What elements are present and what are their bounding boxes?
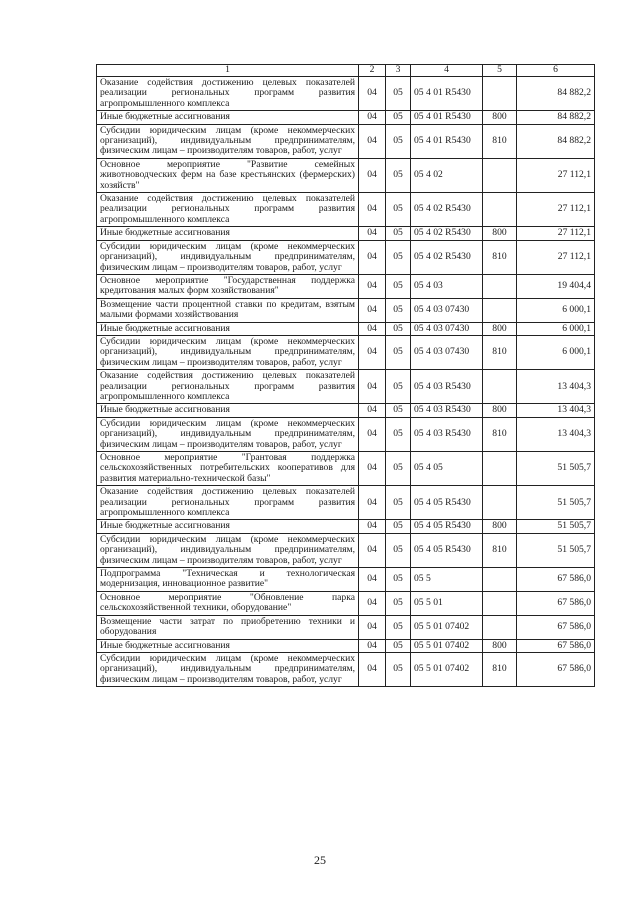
table-row	[97, 652, 595, 686]
row-section-cell: 04	[359, 404, 386, 417]
row-target-article-cell: 05 5 01 07402	[411, 652, 483, 686]
row-name-cell: Иные бюджетные ассигнования	[97, 639, 359, 652]
table-header-row	[97, 65, 595, 77]
column-header-6: 6	[517, 65, 595, 77]
row-expense-type-cell: 810	[483, 417, 517, 451]
table-row	[97, 452, 595, 486]
row-target-article-cell: 05 5	[411, 568, 483, 592]
row-amount-cell: 51 505,7	[517, 520, 595, 533]
table-row	[97, 227, 595, 240]
budget-table-container	[96, 64, 594, 687]
row-target-article-cell: 05 4 03 R5430	[411, 417, 483, 451]
row-subsection-cell: 05	[386, 274, 411, 298]
row-expense-type-cell: 810	[483, 335, 517, 369]
row-amount-cell: 67 586,0	[517, 591, 595, 615]
row-name-cell: Иные бюджетные ассигнования	[97, 322, 359, 335]
table-row	[97, 370, 595, 404]
table-row	[97, 240, 595, 274]
row-section-cell: 04	[359, 533, 386, 567]
row-target-article-cell: 05 4 01 R5430	[411, 77, 483, 111]
table-row	[97, 124, 595, 158]
row-target-article-cell: 05 4 03 07430	[411, 335, 483, 369]
table-row	[97, 520, 595, 533]
row-expense-type-cell	[483, 274, 517, 298]
row-amount-cell: 6 000,1	[517, 335, 595, 369]
row-name-cell: Иные бюджетные ассигнования	[97, 520, 359, 533]
row-amount-cell: 51 505,7	[517, 486, 595, 520]
row-expense-type-cell	[483, 298, 517, 322]
row-name-cell: Основное мероприятие "Обновление парка сельскохозяйственной техники, оборудование"	[97, 591, 359, 615]
row-amount-cell: 13 404,3	[517, 404, 595, 417]
table-body	[97, 77, 595, 687]
row-amount-cell: 67 586,0	[517, 639, 595, 652]
row-target-article-cell: 05 4 02 R5430	[411, 240, 483, 274]
row-expense-type-cell	[483, 158, 517, 192]
row-amount-cell: 67 586,0	[517, 652, 595, 686]
row-subsection-cell: 05	[386, 298, 411, 322]
row-section-cell: 04	[359, 591, 386, 615]
row-name-cell: Оказание содействия достижению целевых показателей реализации региональных программ развития агропромышленного комплекса	[97, 77, 359, 111]
row-section-cell: 04	[359, 111, 386, 124]
table-row	[97, 533, 595, 567]
row-name-cell: Оказание содействия достижению целевых показателей реализации региональных программ развития агропромышленного комплекса	[97, 193, 359, 227]
row-target-article-cell: 05 5 01	[411, 591, 483, 615]
row-amount-cell: 13 404,3	[517, 417, 595, 451]
row-expense-type-cell: 800	[483, 639, 517, 652]
row-name-cell: Оказание содействия достижению целевых показателей реализации региональных программ развития агропромышленного комплекса	[97, 370, 359, 404]
row-amount-cell: 84 882,2	[517, 111, 595, 124]
row-expense-type-cell: 810	[483, 533, 517, 567]
row-subsection-cell: 05	[386, 111, 411, 124]
row-expense-type-cell: 800	[483, 322, 517, 335]
row-amount-cell: 27 112,1	[517, 193, 595, 227]
row-name-cell: Субсидии юридическим лицам (кроме некоммерческих организаций), индивидуальным предпринимателям, физическим лицам – производителям товаров, работ, услуг	[97, 417, 359, 451]
row-target-article-cell: 05 4 05 R5430	[411, 533, 483, 567]
row-name-cell: Возмещение части затрат по приобретению техники и оборудования	[97, 615, 359, 639]
row-name-cell: Возмещение части процентной ставки по кредитам, взятым малыми формами хозяйствования	[97, 298, 359, 322]
row-target-article-cell: 05 4 05 R5430	[411, 520, 483, 533]
table-row	[97, 404, 595, 417]
row-name-cell: Субсидии юридическим лицам (кроме некоммерческих организаций), индивидуальным предпринимателям, физическим лицам – производителям товаров, работ, услуг	[97, 335, 359, 369]
row-section-cell: 04	[359, 486, 386, 520]
row-name-cell: Субсидии юридическим лицам (кроме некоммерческих организаций), индивидуальным предпринимателям, физическим лицам – производителям товаров, работ, услуг	[97, 533, 359, 567]
table-row	[97, 77, 595, 111]
row-amount-cell: 6 000,1	[517, 322, 595, 335]
row-section-cell: 04	[359, 322, 386, 335]
row-name-cell: Иные бюджетные ассигнования	[97, 111, 359, 124]
table-row	[97, 591, 595, 615]
table-row	[97, 417, 595, 451]
row-amount-cell: 19 404,4	[517, 274, 595, 298]
row-target-article-cell: 05 4 03 07430	[411, 322, 483, 335]
row-amount-cell: 27 112,1	[517, 240, 595, 274]
row-name-cell: Основное мероприятие "Грантовая поддержка сельскохозяйственных потребительских кооперативов для развития материально-технической базы"	[97, 452, 359, 486]
row-section-cell: 04	[359, 652, 386, 686]
table-row	[97, 335, 595, 369]
row-section-cell: 04	[359, 417, 386, 451]
row-target-article-cell: 05 5 01 07402	[411, 639, 483, 652]
row-name-cell: Субсидии юридическим лицам (кроме некоммерческих организаций), индивидуальным предпринимателям, физическим лицам – производителям товаров, работ, услуг	[97, 240, 359, 274]
table-row	[97, 158, 595, 192]
row-subsection-cell: 05	[386, 404, 411, 417]
row-amount-cell: 84 882,2	[517, 77, 595, 111]
row-expense-type-cell: 800	[483, 520, 517, 533]
row-expense-type-cell: 810	[483, 652, 517, 686]
row-section-cell: 04	[359, 335, 386, 369]
row-subsection-cell: 05	[386, 158, 411, 192]
row-subsection-cell: 05	[386, 240, 411, 274]
table-row	[97, 322, 595, 335]
table-row	[97, 486, 595, 520]
row-subsection-cell: 05	[386, 370, 411, 404]
row-expense-type-cell	[483, 591, 517, 615]
row-subsection-cell: 05	[386, 639, 411, 652]
column-header-3: 3	[386, 65, 411, 77]
row-subsection-cell: 05	[386, 227, 411, 240]
row-amount-cell: 67 586,0	[517, 568, 595, 592]
row-section-cell: 04	[359, 639, 386, 652]
row-name-cell: Иные бюджетные ассигнования	[97, 227, 359, 240]
row-expense-type-cell: 800	[483, 404, 517, 417]
row-amount-cell: 27 112,1	[517, 158, 595, 192]
row-expense-type-cell: 810	[483, 240, 517, 274]
row-target-article-cell: 05 4 01 R5430	[411, 111, 483, 124]
row-name-cell: Субсидии юридическим лицам (кроме некоммерческих организаций), индивидуальным предпринимателям, физическим лицам – производителям товаров, работ, услуг	[97, 652, 359, 686]
row-expense-type-cell	[483, 370, 517, 404]
column-header-4: 4	[411, 65, 483, 77]
row-target-article-cell: 05 5 01 07402	[411, 615, 483, 639]
row-expense-type-cell	[483, 77, 517, 111]
table-row	[97, 193, 595, 227]
row-name-cell: Субсидии юридическим лицам (кроме некоммерческих организаций), индивидуальным предпринимателям, физическим лицам – производителям товаров, работ, услуг	[97, 124, 359, 158]
row-target-article-cell: 05 4 05	[411, 452, 483, 486]
row-subsection-cell: 05	[386, 417, 411, 451]
row-section-cell: 04	[359, 240, 386, 274]
row-name-cell: Оказание содействия достижению целевых показателей реализации региональных программ развития агропромышленного комплекса	[97, 486, 359, 520]
row-amount-cell: 84 882,2	[517, 124, 595, 158]
row-expense-type-cell: 800	[483, 227, 517, 240]
row-amount-cell: 27 112,1	[517, 227, 595, 240]
row-subsection-cell: 05	[386, 335, 411, 369]
row-name-cell: Подпрограмма "Техническая и технологическая модернизация, инновационное развитие"	[97, 568, 359, 592]
row-name-cell: Иные бюджетные ассигнования	[97, 404, 359, 417]
row-name-cell: Основное мероприятие "Развитие семейных животноводческих ферм на базе крестьянских (фермерских) хозяйств"	[97, 158, 359, 192]
row-subsection-cell: 05	[386, 452, 411, 486]
table-row	[97, 111, 595, 124]
row-subsection-cell: 05	[386, 193, 411, 227]
row-section-cell: 04	[359, 193, 386, 227]
row-subsection-cell: 05	[386, 486, 411, 520]
table-row	[97, 274, 595, 298]
row-amount-cell: 67 586,0	[517, 615, 595, 639]
row-subsection-cell: 05	[386, 520, 411, 533]
row-target-article-cell: 05 4 01 R5430	[411, 124, 483, 158]
row-expense-type-cell	[483, 452, 517, 486]
row-section-cell: 04	[359, 615, 386, 639]
row-expense-type-cell	[483, 568, 517, 592]
table-row	[97, 568, 595, 592]
row-amount-cell: 51 505,7	[517, 533, 595, 567]
row-section-cell: 04	[359, 124, 386, 158]
row-amount-cell: 6 000,1	[517, 298, 595, 322]
row-subsection-cell: 05	[386, 568, 411, 592]
column-header-5: 5	[483, 65, 517, 77]
column-header-2: 2	[359, 65, 386, 77]
row-section-cell: 04	[359, 298, 386, 322]
column-header-1: 1	[97, 65, 359, 77]
row-section-cell: 04	[359, 452, 386, 486]
row-section-cell: 04	[359, 227, 386, 240]
row-subsection-cell: 05	[386, 322, 411, 335]
row-section-cell: 04	[359, 158, 386, 192]
row-section-cell: 04	[359, 77, 386, 111]
row-subsection-cell: 05	[386, 77, 411, 111]
row-target-article-cell: 05 4 05 R5430	[411, 486, 483, 520]
row-subsection-cell: 05	[386, 533, 411, 567]
row-name-cell: Основное мероприятие "Государственная поддержка кредитования малых форм хозяйствования"	[97, 274, 359, 298]
page-number: 25	[314, 853, 326, 867]
row-target-article-cell: 05 4 03 R5430	[411, 370, 483, 404]
table-row	[97, 639, 595, 652]
row-target-article-cell: 05 4 03 R5430	[411, 404, 483, 417]
row-subsection-cell: 05	[386, 615, 411, 639]
row-target-article-cell: 05 4 03 07430	[411, 298, 483, 322]
row-expense-type-cell	[483, 486, 517, 520]
row-subsection-cell: 05	[386, 652, 411, 686]
row-expense-type-cell	[483, 615, 517, 639]
row-subsection-cell: 05	[386, 591, 411, 615]
row-expense-type-cell: 800	[483, 111, 517, 124]
table-row	[97, 615, 595, 639]
row-target-article-cell: 05 4 03	[411, 274, 483, 298]
row-expense-type-cell: 810	[483, 124, 517, 158]
row-expense-type-cell	[483, 193, 517, 227]
budget-table	[96, 64, 595, 687]
row-subsection-cell: 05	[386, 124, 411, 158]
row-section-cell: 04	[359, 520, 386, 533]
row-amount-cell: 51 505,7	[517, 452, 595, 486]
row-section-cell: 04	[359, 568, 386, 592]
row-target-article-cell: 05 4 02	[411, 158, 483, 192]
row-section-cell: 04	[359, 274, 386, 298]
row-amount-cell: 13 404,3	[517, 370, 595, 404]
row-target-article-cell: 05 4 02 R5430	[411, 227, 483, 240]
row-target-article-cell: 05 4 02 R5430	[411, 193, 483, 227]
row-section-cell: 04	[359, 370, 386, 404]
table-row	[97, 298, 595, 322]
